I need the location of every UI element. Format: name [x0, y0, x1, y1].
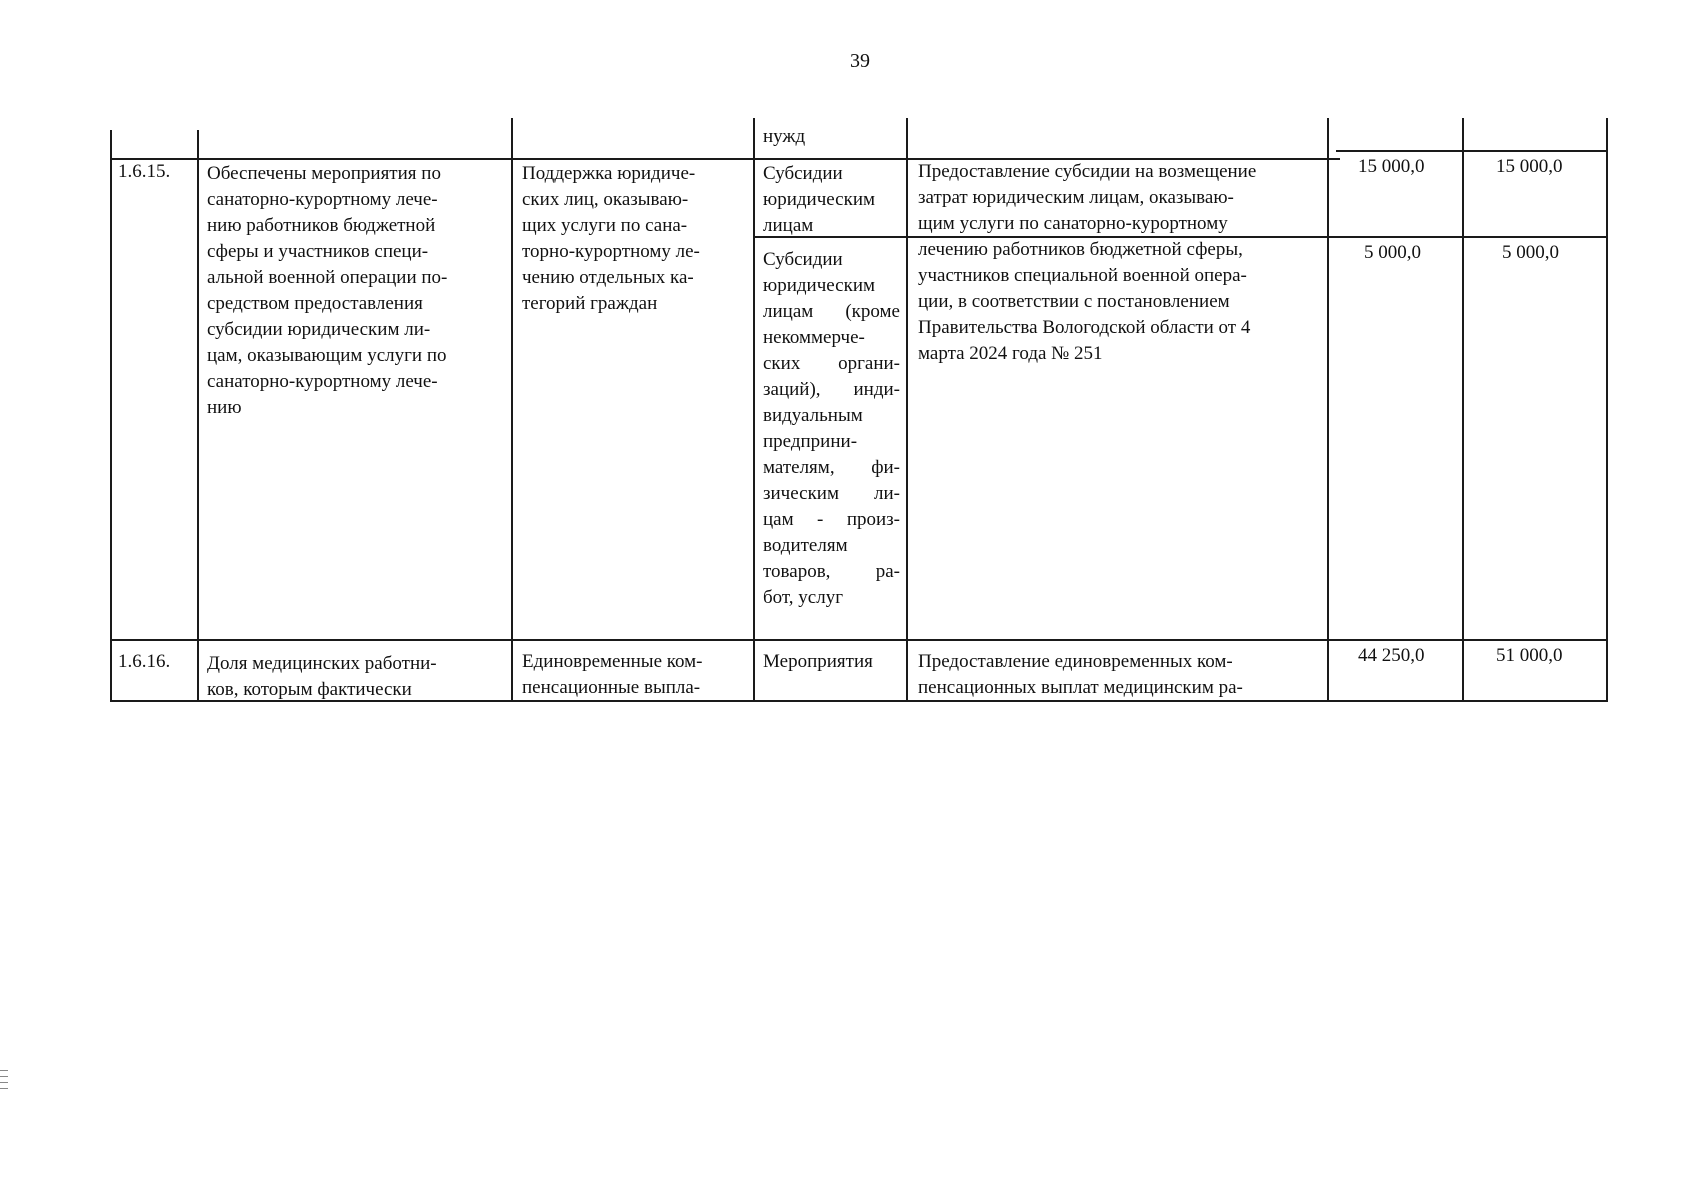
scan-mark	[0, 1070, 8, 1071]
direction-line: щих услуги по сана-	[522, 215, 688, 236]
description-line: ции, в соответствии с постановлением	[918, 291, 1230, 312]
column-divider	[1462, 118, 1464, 702]
amount-cell: 15 000,0	[1496, 156, 1563, 177]
amount-cell: 51 000,0	[1496, 645, 1563, 666]
scan-mark	[0, 1088, 8, 1089]
direction-line: Поддержка юридиче-	[522, 163, 696, 184]
type-line: Мероприятия	[763, 651, 873, 672]
description-line: щим услуги по санаторно-курортному	[918, 213, 1228, 234]
row-number: 1.6.15.	[118, 161, 171, 182]
row-divider	[1336, 150, 1608, 152]
column-divider	[1327, 118, 1329, 702]
description-line: лечению работников бюджетной сферы,	[918, 239, 1243, 260]
type-line: товаров, ра-	[763, 561, 900, 582]
type-line: некоммерче-	[763, 327, 865, 348]
type-line: лицам	[763, 215, 814, 236]
description-line: участников специальной военной опера-	[918, 265, 1247, 286]
type-line: Субсидии	[763, 249, 843, 270]
type-line: Субсидии	[763, 163, 843, 184]
amount-cell: 44 250,0	[1358, 645, 1425, 666]
direction-line: чению отдельных ка-	[522, 267, 694, 288]
amount-cell: 15 000,0	[1358, 156, 1425, 177]
column-divider	[110, 130, 112, 702]
column-divider	[511, 118, 513, 702]
description-line: Предоставление субсидии на возмещение	[918, 161, 1257, 182]
type-line: видуальным	[763, 405, 863, 426]
type-line: водителям	[763, 535, 848, 556]
type-line: предприни-	[763, 431, 858, 452]
column-divider	[197, 130, 199, 702]
type-line: мателям, фи-	[763, 457, 900, 478]
column-divider	[906, 118, 908, 702]
type-line: бот, услуг	[763, 587, 843, 608]
type-line: юридическим	[763, 275, 876, 296]
row-number: 1.6.16.	[118, 651, 171, 672]
scan-edge-marks	[0, 1070, 8, 1094]
type-line: лицам (кроме	[763, 301, 900, 322]
description-line: марта 2024 года № 251	[918, 343, 1103, 364]
result-line: цам, оказывающим услуги по	[207, 345, 447, 366]
result-line: средством предоставления	[207, 293, 423, 314]
result-line: Доля медицинских работни-	[207, 653, 437, 674]
direction-line: Единовременные ком-	[522, 651, 703, 672]
column-divider	[1606, 118, 1608, 702]
type-line: цам - произ-	[763, 509, 900, 530]
direction-line: торно-курортному ле-	[522, 241, 700, 262]
type-line: зическим ли-	[763, 483, 900, 504]
direction-line: тегорий граждан	[522, 293, 658, 314]
type-line: ских органи-	[763, 353, 900, 374]
direction-line: ских лиц, оказываю-	[522, 189, 689, 210]
description-line: пенсационных выплат медицинским ра-	[918, 677, 1243, 698]
result-line: нию	[207, 397, 242, 418]
direction-line: пенсационные выпла-	[522, 677, 701, 698]
amount-cell: 5 000,0	[1364, 242, 1421, 263]
row-divider	[110, 639, 1608, 641]
type-line: заций), инди-	[763, 379, 900, 400]
result-line: субсидии юридическим ли-	[207, 319, 431, 340]
description-line: затрат юридическим лицам, оказываю-	[918, 187, 1234, 208]
result-line: санаторно-курортному лече-	[207, 189, 438, 210]
result-line: Обеспечены мероприятия по	[207, 163, 441, 184]
scan-mark	[0, 1082, 8, 1083]
result-line: нию работников бюджетной	[207, 215, 436, 236]
amount-cell: 5 000,0	[1502, 242, 1559, 263]
continuation-cell-text: нужд	[763, 126, 806, 147]
description-line: Правительства Вологодской области от 4	[918, 317, 1251, 338]
column-divider	[753, 118, 755, 702]
description-line: Предоставление единовременных ком-	[918, 651, 1233, 672]
scan-mark	[0, 1076, 8, 1077]
result-line: санаторно-курортному лече-	[207, 371, 438, 392]
type-line: юридическим	[763, 189, 876, 210]
result-line: альной военной операции по-	[207, 267, 448, 288]
page-number: 39	[850, 50, 870, 72]
result-line: сферы и участников специ-	[207, 241, 429, 262]
result-line: ков, которым фактически	[207, 679, 412, 700]
